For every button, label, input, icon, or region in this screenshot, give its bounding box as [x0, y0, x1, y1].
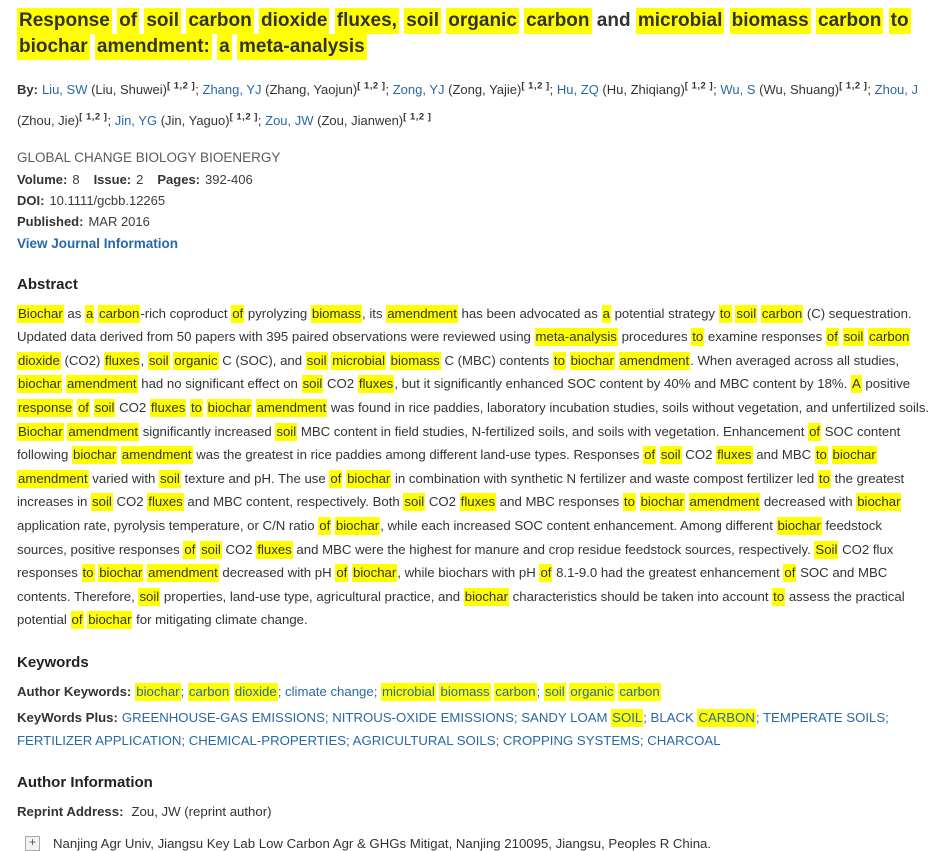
highlighted-term: biochar — [207, 400, 251, 416]
keyword-separator: ; — [277, 683, 286, 699]
highlighted-term: of — [540, 565, 552, 581]
journal-volume-line — [17, 169, 934, 190]
keyword-link[interactable]: GREENHOUSE-GAS EMISSIONS — [121, 709, 325, 725]
highlighted-term: amendment — [148, 565, 218, 581]
keyword-link[interactable] — [381, 683, 537, 701]
author-link[interactable]: Zhang, YJ — [202, 82, 262, 98]
author-link[interactable]: Wu, S — [720, 82, 756, 98]
highlighted-term: amendment: — [95, 34, 212, 60]
keyword-separator: ; — [324, 709, 333, 725]
highlighted-term: to — [889, 8, 911, 34]
article-title: Response of soil carbon dioxide fluxes, soil organic carbon and microbial biomass carbon to biochar amendment: a meta-analysis — [17, 8, 934, 60]
keyword-separator: ; — [495, 732, 503, 748]
highlighted-term: soil — [404, 8, 441, 34]
author-keywords-line — [17, 680, 934, 703]
highlighted-term: of — [319, 518, 331, 533]
highlighted-term: amendment — [66, 376, 137, 392]
highlighted-term: fluxes — [105, 352, 140, 368]
journal-name: GLOBAL CHANGE BIOLOGY BIOENERGY — [17, 149, 281, 165]
keyword-separator: ; — [755, 709, 763, 725]
highlighted-term: meta-analysis — [535, 329, 617, 345]
highlighted-term: of — [809, 423, 821, 439]
keyword-link[interactable]: NITROUS-OXIDE EMISSIONS — [332, 709, 514, 725]
keyword-link[interactable]: FERTILIZER APPLICATION — [17, 732, 182, 748]
expand-address-button[interactable]: + — [25, 836, 40, 851]
highlighted-term: to — [719, 305, 731, 321]
address-row — [17, 836, 934, 851]
highlighted-term: to — [815, 447, 827, 463]
keyword-separator: ; — [513, 709, 522, 725]
highlighted-term: response — [18, 400, 73, 416]
abstract-text: Biochar as a carbon-rich coproduct of pyrolyzing biomass, its amendment has been advocated as a potential strategy to soil carbon (C) sequestration. Updated data derived from 50 papers with 395 paired observations were reviewed using meta-analysis procedures to examine responses of soil carbon dioxide (CO2) fluxes, soil organic C (SOC), and soil microbial biomass C (MBC) contents to biochar amendment. When averaged across all studies, biochar amendment had no significant effect on soil CO2 fluxes, but it significantly enhanced SOC content by 40% and MBC content by 18%. A positive response of soil CO2 fluxes to biochar amendment was found in rice paddies, laboratory incubation studies, soils without vegetation, and unfertilized soils. Biochar amendment significantly increased soil MBC content in field studies, N-fertilized soils, and soils with vegetation. Enhancement of SOC content following biochar amendment was the greatest in rice paddies among different land-use types. Responses of soil CO2 fluxes and MBC to biochar amendment varied with soil texture and pH. The use of biochar in combination with synthetic N fertilizer and waste compost fertilizer led to the greatest increases in soil CO2 fluxes and MBC content, respectively. Both soil CO2 fluxes and MBC responses to biochar amendment decreased with biochar application rate, pyrolysis temperature, or C/N ratio of biochar, while each increased SOC content enhancement. Among different biochar feedstock sources, positive responses of soil CO2 fluxes and MBC were the highest for manure and crop residue feedstock sources, respectively. Soil CO2 flux responses to biochar amendment decreased with pH of biochar, while biochars with pH of 8.1-9.0 had the greatest enhancement of SOC and MBC contents. Therefore, soil properties, land-use type, agricultural practice, and biochar characteristics should be taken into account to assess the practical potential of biochar for mitigating climate change. — [17, 305, 930, 628]
keyword-link[interactable]: TEMPERATE SOILS — [762, 709, 886, 725]
author-list: Liu, SW (Liu, Shuwei)[ 1,2 ]; Zhang, YJ (Zhang, Yaojun)[ 1,2 ]; Zong, YJ (Zong, Yajie)[ 1,2 ]; Hu, ZQ (Hu, Zhiqiang)[ 1,2 ]; Wu, S (Wu, Shuang)[ 1,2 ]; Zhou, J (Zhou, Jie)[ 1,2 ]; Jin, YG (Jin, Yaguo)[ 1,2 ]; Zou, JW (Zou, Jianwen)[ 1,2 ] — [17, 81, 919, 128]
highlighted-term: biochar — [99, 565, 143, 581]
issue-label: Issue: — [93, 171, 132, 187]
highlighted-term: A — [851, 376, 861, 392]
keywords-plus-line — [17, 706, 934, 752]
highlighted-term: organic — [570, 683, 614, 699]
journal-doi-line — [17, 190, 934, 211]
byline — [17, 73, 934, 134]
highlighted-term: soil — [544, 683, 565, 699]
author-affiliation-sup: [ 1,2 ] — [839, 81, 868, 92]
highlighted-term: organic — [174, 352, 218, 368]
highlighted-term: dioxide — [234, 683, 277, 699]
highlighted-term: biomass — [440, 683, 490, 699]
published-value: MAR 2016 — [88, 213, 150, 229]
keyword-separator: ; — [180, 683, 188, 699]
highlighted-term: soil — [302, 376, 323, 392]
highlighted-term: to — [553, 352, 565, 368]
highlighted-term: soil — [160, 470, 180, 486]
highlighted-term: to — [818, 470, 830, 486]
highlighted-term: biochar — [18, 376, 62, 392]
highlighted-term: soil — [306, 352, 327, 368]
highlighted-term: CARBON — [698, 709, 755, 725]
highlighted-term: amendment — [18, 470, 88, 486]
author-affiliation-sup: [ 1,2 ] — [521, 81, 550, 92]
keywords-heading: Keywords — [17, 653, 89, 671]
author-keywords-list — [135, 683, 660, 701]
keyword-separator: ; — [373, 683, 382, 699]
volume-label: Volume: — [17, 171, 68, 187]
highlighted-term: dioxide — [18, 352, 60, 368]
journal-published-line — [17, 211, 934, 232]
journal-info — [17, 147, 934, 254]
highlighted-term: amendment — [68, 423, 139, 439]
highlighted-term: a — [85, 305, 94, 321]
keywords-plus-list — [17, 709, 889, 748]
keyword-link[interactable] — [135, 683, 180, 701]
pages-label: Pages: — [157, 171, 201, 187]
highlighted-term: microbial — [332, 352, 385, 368]
highlighted-term: biochar — [335, 518, 380, 533]
highlighted-term: fluxes — [148, 494, 183, 510]
highlighted-term: biochar — [640, 494, 684, 510]
highlighted-term: of — [336, 565, 348, 581]
highlighted-term: biochar — [857, 494, 901, 510]
highlighted-term: Response — [17, 8, 112, 34]
highlighted-term: carbon — [869, 329, 910, 345]
highlighted-term: to — [623, 494, 635, 510]
highlighted-term: microbial — [636, 8, 724, 34]
highlighted-term: fluxes — [150, 400, 186, 416]
highlighted-term: Soil — [815, 541, 838, 557]
pages-value: 392-406 — [205, 171, 253, 187]
keyword-link[interactable]: AGRICULTURAL SOILS — [352, 732, 496, 748]
highlighted-term: soil — [144, 8, 181, 34]
highlighted-term: biochar — [353, 565, 397, 581]
author-keywords-label: Author Keywords: — [17, 683, 132, 699]
keyword-separator: ; — [346, 732, 353, 748]
highlighted-term: fluxes — [717, 447, 752, 463]
highlighted-term: biochar — [464, 588, 508, 604]
highlighted-term: amendment — [689, 494, 760, 510]
highlighted-term: biochar — [832, 447, 876, 463]
highlighted-term: to — [692, 329, 704, 345]
view-journal-information-link[interactable]: View Journal Information — [17, 235, 179, 251]
highlighted-term: carbon — [524, 8, 591, 34]
highlighted-term: fluxes — [257, 541, 292, 557]
reprint-address-value: Zou, JW (reprint author) — [131, 803, 272, 819]
author-link[interactable]: Zhou, J — [874, 82, 919, 98]
highlighted-term: amendment — [387, 305, 457, 321]
author-link[interactable]: Zou, JW — [265, 112, 314, 128]
published-label: Published: — [17, 213, 84, 229]
highlighted-term: of — [232, 305, 244, 321]
highlighted-term: biomass — [730, 8, 811, 34]
doi-value: 10.1111/gcbb.12265 — [49, 192, 166, 208]
keyword-link[interactable] — [188, 683, 278, 701]
highlighted-term: soil — [843, 329, 864, 345]
keyword-link[interactable]: climate change — [285, 683, 374, 699]
keyword-separator: ; — [181, 732, 189, 748]
issue-value: 2 — [136, 171, 144, 187]
highlighted-term: amendment — [619, 352, 690, 368]
highlighted-term: soil — [201, 541, 221, 557]
highlighted-term: of — [71, 612, 83, 628]
author-link[interactable]: Liu, SW — [41, 82, 88, 98]
highlighted-term: a — [602, 305, 610, 321]
highlighted-term: soil — [139, 588, 160, 604]
author-affiliation-sup: [ 1,2 ] — [166, 81, 196, 92]
highlighted-term: to — [190, 400, 202, 416]
author-information-heading: Author Information — [17, 773, 153, 791]
highlighted-term: soil — [92, 494, 112, 510]
keyword-separator: ; — [885, 709, 889, 725]
highlighted-term: meta-analysis — [237, 34, 367, 60]
reprint-address-label: Reprint Address: — [17, 803, 124, 819]
highlighted-term: soil — [404, 494, 425, 510]
highlighted-term: biochar — [777, 518, 821, 533]
highlighted-term: of — [330, 470, 342, 486]
volume-value: 8 — [72, 171, 80, 187]
author-affiliation-sup: [ 1,2 ] — [357, 81, 386, 92]
highlighted-term: soil — [660, 447, 681, 463]
highlighted-term: biochar — [72, 447, 117, 463]
highlighted-term: carbon — [99, 305, 140, 321]
highlighted-term: carbon — [186, 8, 253, 34]
author-link[interactable]: Jin, YG — [114, 112, 158, 128]
author-affiliation-sup: [ 1,2 ] — [403, 111, 432, 123]
highlighted-term: to — [82, 565, 94, 581]
highlighted-term: fluxes, — [335, 8, 399, 34]
abstract-heading: Abstract — [17, 275, 78, 293]
highlighted-term: dioxide — [259, 8, 330, 34]
author-affiliation-sup: [ 1,2 ] — [79, 111, 108, 123]
highlighted-term: biochar — [88, 612, 132, 628]
highlighted-term: of — [784, 565, 796, 581]
highlighted-term: soil — [276, 423, 297, 439]
highlighted-term: SOIL — [612, 709, 643, 725]
highlighted-term: biomass — [390, 352, 440, 368]
highlighted-term: of — [184, 541, 196, 557]
highlighted-term: soil — [148, 352, 169, 368]
keyword-separator: ; — [639, 732, 648, 748]
highlighted-term: organic — [446, 8, 519, 34]
keyword-separator: ; — [643, 709, 651, 725]
highlighted-term: biochar — [17, 34, 90, 60]
highlighted-term: fluxes — [358, 376, 394, 392]
author-affiliation-sup: [ 1,2 ] — [229, 111, 258, 123]
keyword-separator: ; — [536, 683, 544, 699]
keywords-plus-label: KeyWords Plus: — [17, 709, 118, 725]
byline-label: By: — [17, 82, 38, 98]
highlighted-term: biochar — [570, 352, 614, 368]
highlighted-term: biomass — [311, 305, 362, 321]
reprint-address-line — [17, 800, 934, 823]
author-link[interactable]: Zong, YJ — [392, 82, 445, 98]
highlighted-term: of — [117, 8, 139, 34]
highlighted-term: carbon — [495, 683, 536, 699]
highlighted-term: carbon — [619, 683, 660, 699]
highlighted-term: of — [77, 400, 89, 416]
highlighted-term: fluxes — [460, 494, 496, 510]
highlighted-term: carbon — [761, 305, 803, 321]
keyword-link[interactable]: SANDY LOAM SOIL — [521, 709, 643, 725]
keyword-link[interactable] — [544, 683, 661, 701]
highlighted-term: soil — [94, 400, 115, 416]
author-affiliation-sup: [ 1,2 ] — [684, 81, 714, 92]
highlighted-term: biochar — [347, 470, 391, 486]
highlighted-term: Biochar — [18, 423, 63, 439]
keyword-link[interactable]: BLACK CARBON — [650, 709, 755, 725]
highlighted-term: of — [644, 447, 656, 463]
highlighted-term: carbon — [188, 683, 230, 699]
highlighted-term: amendment — [256, 400, 327, 416]
highlighted-term: carbon — [816, 8, 883, 34]
keyword-link[interactable]: CROPPING SYSTEMS — [502, 732, 640, 748]
highlighted-term: Biochar — [18, 305, 63, 321]
highlighted-term: biochar — [136, 683, 180, 699]
highlighted-term: of — [826, 329, 838, 345]
highlighted-term: to — [773, 588, 785, 604]
author-link[interactable]: Hu, ZQ — [556, 82, 599, 98]
keyword-link[interactable]: CHEMICAL-PROPERTIES — [188, 732, 347, 748]
keyword-link[interactable]: CHARCOAL — [647, 732, 721, 748]
doi-label: DOI: — [17, 192, 45, 208]
highlighted-term: soil — [736, 305, 757, 321]
highlighted-term: a — [217, 34, 232, 60]
highlighted-term: microbial — [382, 683, 435, 699]
highlighted-term: amendment — [121, 447, 192, 463]
address-text: Nanjing Agr Univ, Jiangsu Key Lab Low Carbon Agr & GHGs Mitigat, Nanjing 210095, Jiangsu, Peoples R China. — [53, 835, 712, 851]
